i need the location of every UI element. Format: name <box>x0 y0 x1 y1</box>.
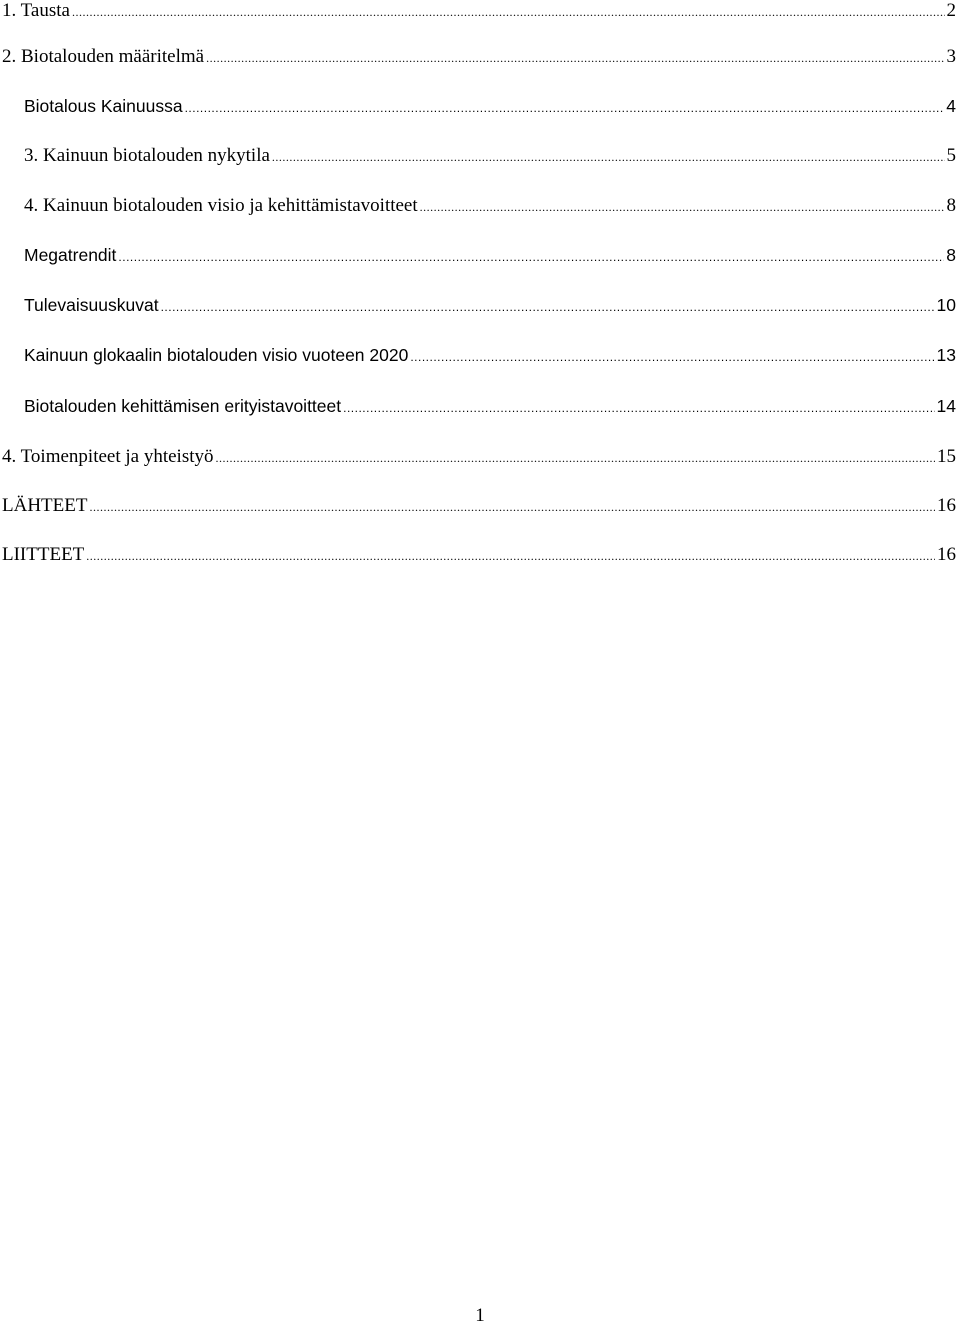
toc-entry-title: 4. Kainuun biotalouden visio ja kehittämistavoitteet <box>24 195 418 216</box>
toc-entry[interactable] <box>2 46 956 74</box>
toc-entry-title: Kainuun glokaalin biotalouden visio vuoteen 2020 <box>24 345 409 365</box>
toc-entry[interactable] <box>2 0 956 28</box>
toc-entry-title: 3. Kainuun biotalouden nykytila <box>24 145 270 166</box>
toc-leader-dots <box>410 351 934 363</box>
toc-entry[interactable] <box>24 245 956 273</box>
toc-entry[interactable] <box>24 145 956 173</box>
toc-entry-page: 3 <box>946 46 956 67</box>
toc-entry-title: 2. Biotalouden määritelmä <box>2 46 205 67</box>
toc-leader-dots <box>118 251 944 263</box>
toc-leader-dots <box>420 201 945 213</box>
toc-entry[interactable] <box>24 396 956 424</box>
toc-entry[interactable] <box>24 295 956 323</box>
toc-entry-title: 1. Tausta <box>2 0 70 21</box>
toc-entry[interactable] <box>24 345 956 373</box>
toc-entry[interactable] <box>2 544 956 572</box>
toc-entry-title: LÄHTEET <box>2 495 88 516</box>
toc-leader-dots <box>272 151 945 163</box>
toc-leader-dots <box>185 102 945 114</box>
toc-entry-title: Biotalous Kainuussa <box>24 96 183 116</box>
toc-entry-title: Biotalouden kehittämisen erityistavoitteet <box>24 396 342 416</box>
toc-leader-dots <box>72 6 945 18</box>
toc-leader-dots <box>343 402 934 414</box>
toc-entry[interactable] <box>24 195 956 223</box>
page-number: 1 <box>475 1305 485 1326</box>
toc-entry-title: 4. Toimenpiteet ja yhteistyö <box>2 446 214 467</box>
toc-entry-page: 16 <box>937 544 956 565</box>
toc-entry-page: 14 <box>936 396 956 416</box>
toc-entry-page: 4 <box>946 96 956 116</box>
toc-entry-page: 8 <box>946 195 956 216</box>
toc-entry-page: 15 <box>937 446 956 467</box>
toc-entry[interactable] <box>24 96 956 124</box>
toc-entry-page: 10 <box>936 295 956 315</box>
toc-entry[interactable] <box>2 495 956 523</box>
toc-leader-dots <box>206 52 944 64</box>
toc-entry-page: 16 <box>937 495 956 516</box>
toc-leader-dots <box>86 550 935 562</box>
toc-entry-title: Megatrendit <box>24 245 117 265</box>
toc-entry-title: Tulevaisuuskuvat <box>24 295 159 315</box>
toc-entry-page: 5 <box>946 145 956 166</box>
toc-leader-dots <box>89 501 935 513</box>
toc-leader-dots <box>161 301 935 313</box>
toc-entry-page: 13 <box>936 345 956 365</box>
toc-entry[interactable] <box>2 446 956 474</box>
toc-entry-title: LIITTEET <box>2 544 85 565</box>
toc-entry-page: 2 <box>946 0 956 21</box>
toc-leader-dots <box>216 452 935 464</box>
toc-entry-page: 8 <box>946 245 956 265</box>
